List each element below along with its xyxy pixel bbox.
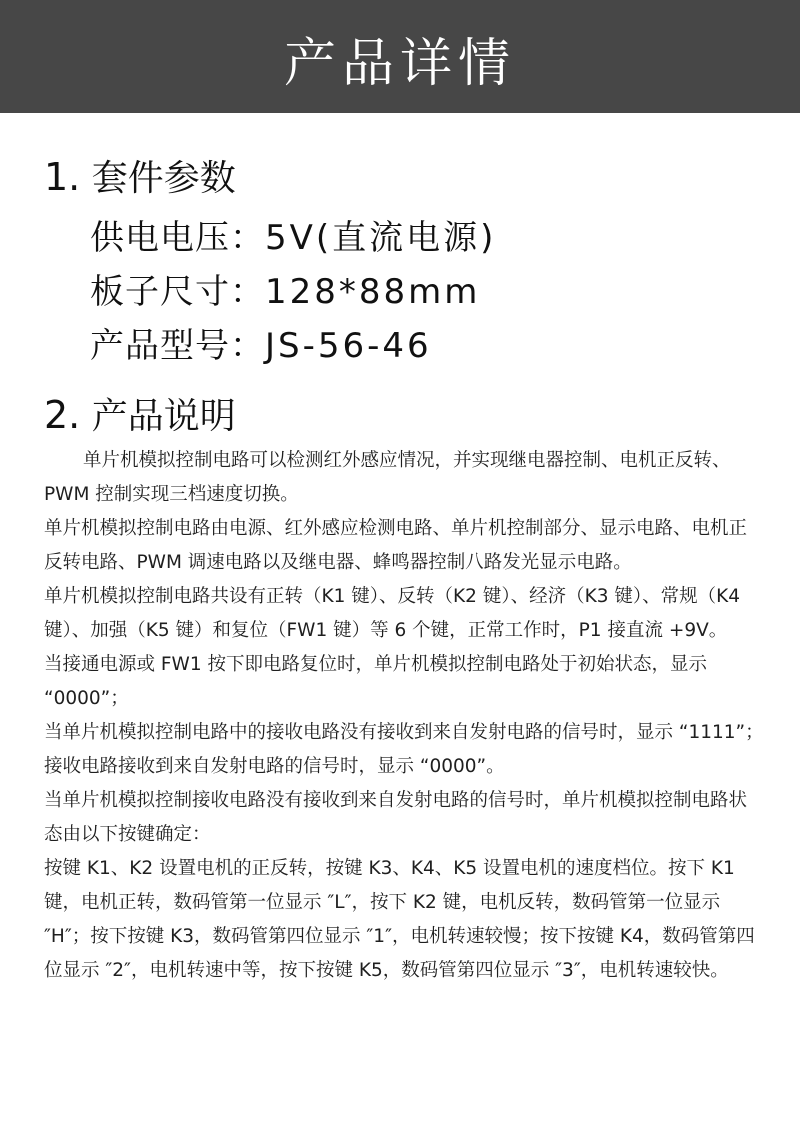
- header-banner: [0, 0, 800, 113]
- description-paragraph: 单片机模拟控制电路由电源、红外感应检测电路、单片机控制部分、显示电路、电机正反转电路、PWM 调速电路以及继电器、蜂鸣器控制八路发光显示电路。: [44, 518, 748, 573]
- description-paragraph: 当接通电源或 FW1 按下即电路复位时，单片机模拟控制电路处于初始状态，显示 “0000”；: [44, 654, 707, 709]
- description-paragraph: 单片机模拟控制电路可以检测红外感应情况，并实现继电器控制、电机正反转、PWM 控制实现三档速度切换。: [44, 450, 731, 505]
- param-value: 128*88mm: [265, 272, 481, 312]
- param-row-board-size: [90, 264, 480, 313]
- param-row-voltage: [90, 210, 496, 259]
- param-row-model: [90, 318, 432, 367]
- description-paragraph: 单片机模拟控制电路共设有正转（K1 键）、反转（K2 键）、经济（K3 键）、常规（K4 键）、加强（K5 键）和复位（FW1 键）等 6 个键，正常工作时，P1 接直流 +9V。: [44, 586, 741, 641]
- section-number: 1.: [44, 155, 81, 199]
- param-label: 供电电压：: [90, 218, 265, 258]
- section-heading-description: [44, 388, 236, 439]
- param-value: 5V(直流电源): [265, 218, 497, 258]
- description-body: [44, 444, 764, 988]
- param-label: 板子尺寸：: [90, 272, 265, 312]
- description-paragraph: 当单片机模拟控制接收电路没有接收到来自发射电路的信号时，单片机模拟控制电路状态由以下按键确定：: [44, 790, 748, 845]
- page-title: 产品详情: [283, 34, 516, 94]
- description-paragraph: 按键 K1、K2 设置电机的正反转，按键 K3、K4、K5 设置电机的速度档位。按下 K1 键，电机正转，数码管第一位显示 ″L″，按下 K2 键，电机反转，数码管第一位显示 ″H″；按下按键 K3，数码管第四位显示 ″1″，电机转速较慢；按下按键 K4，数码管第四位显示 ″2″，电机转速中等，按下按键 K5，数码管第四位显示 ″3″，电机转速较快。: [44, 858, 755, 981]
- param-value: JS-56-46: [265, 326, 432, 366]
- section-title: 产品说明: [91, 396, 236, 437]
- section-heading-kit-params: [44, 150, 236, 201]
- description-paragraph: 当单片机模拟控制电路中的接收电路没有接收到来自发射电路的信号时，显示 “1111”；接收电路接收到来自发射电路的信号时，显示 “0000”。: [44, 722, 764, 777]
- section-title: 套件参数: [91, 158, 236, 199]
- param-label: 产品型号：: [90, 326, 265, 366]
- section-number: 2.: [44, 393, 81, 437]
